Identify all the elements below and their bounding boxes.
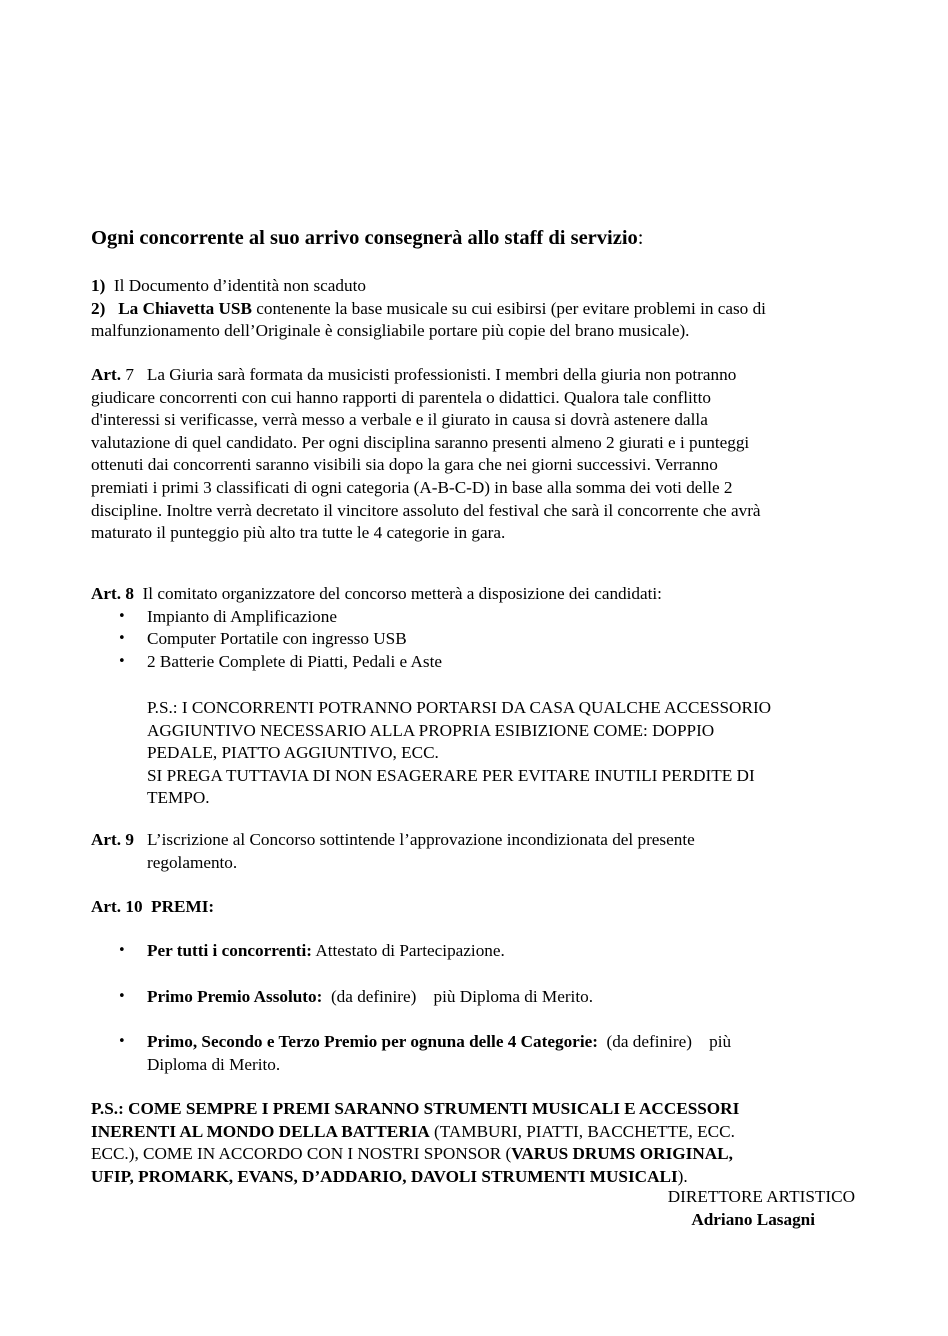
signature-role: DIRETTORE ARTISTICO [667, 1187, 855, 1206]
art7-line-4: valutazione di quel candidato. Per ogni disciplina saranno presenti almeno 2 giurati e i punteggi [91, 432, 750, 452]
art7-number: 7 [125, 365, 134, 384]
art7-line-2: giudicare concorrenti con cui hanno rapporti di parentela o didattici. Qualora tale conflitto [91, 387, 711, 407]
article-8 [91, 583, 871, 673]
art9-line-1: L’iscrizione al Concorso sottintende l’approvazione incondizionata del presente [147, 830, 695, 849]
equipment-item: • 2 Batterie Complete di Piatti, Pedali e Aste [91, 651, 871, 674]
item-1-number: 1) [91, 276, 106, 295]
final-ps-line-2-bold: INERENTI AL MONDO DELLA BATTERIA [91, 1121, 430, 1141]
art8-ps-line: SI PREGA TUTTAVIA DI NON ESAGERARE PER EVITARE INUTILI PERDITE DI [147, 765, 755, 785]
art7-line-6: premiati i primi 3 classificati di ogni categoria (A-B-C-D) in base alla somma dei voti delle 2 [91, 477, 733, 497]
prize-item-3 [91, 1031, 871, 1076]
heading-text: Ogni concorrente al suo arrivo consegnerà allo staff di servizio [91, 227, 638, 249]
signature-name: Adriano Lasagni [691, 1210, 815, 1229]
article-9 [91, 829, 927, 874]
delivery-list [91, 275, 871, 343]
prize-2-text: (da definire) più Diploma di Merito. [330, 987, 593, 1006]
prize-1-label: Per tutti i concorrenti: [147, 941, 312, 960]
art9-label: Art. 9 [91, 830, 134, 849]
prize-1-text: Attestato di Partecipazione. [315, 941, 505, 960]
final-ps [91, 1098, 871, 1188]
art8-ps-line: P.S.: I CONCORRENTI POTRANNO PORTARSI DA CASA QUALCHE ACCESSORIO [147, 698, 772, 717]
item-2-line-1: contenente la base musicale su cui esibirsi (per evitare problemi in caso di [256, 298, 766, 318]
item-1 [91, 275, 871, 298]
article-7 [91, 364, 871, 545]
prize-3-text: (da definire) più [606, 1032, 732, 1051]
art8-intro [91, 583, 871, 606]
art7-line-8: maturato il punteggio più alto tra tutte le 4 categorie in gara. [91, 523, 506, 543]
art10-title: PREMI: [151, 897, 215, 916]
art8-ps-note [91, 697, 927, 810]
equipment-list [91, 606, 871, 674]
section-heading [91, 225, 871, 251]
art7-line-3: d'interessi si verificasse, verrà messo a verbale e il giurato in causa si dovrà astenere dalla [91, 410, 708, 430]
heading-colon: : [637, 227, 644, 249]
prize-2-label: Primo Premio Assoluto: [147, 987, 323, 1006]
art8-ps-line: TEMPO. [147, 788, 210, 808]
final-ps-line-4-text: ). [677, 1166, 688, 1186]
art7-line-5: ottenuti dai concorrenti saranno visibili sia dopo la gara che nei giorni successivi. Verranno [91, 455, 718, 475]
final-ps-line-2-text: (TAMBURI, PIATTI, BACCHETTE, ECC. [434, 1121, 735, 1141]
item-2-bold: La Chiavetta USB [118, 298, 252, 318]
art7-line-1 [91, 364, 871, 387]
final-ps-line-3-text: ECC.), COME IN ACCORDO CON I NOSTRI SPONSOR ( [91, 1144, 512, 1164]
art10-label: Art. 10 [91, 897, 143, 916]
art8-ps-line: PEDALE, PIATTO AGGIUNTIVO, ECC. [147, 743, 439, 763]
final-ps-line-3-bold: VARUS DRUMS ORIGINAL, [511, 1144, 733, 1164]
equipment-item: • Computer Portatile con ingresso USB [91, 628, 871, 651]
art7-text: La Giuria sarà formata da musicisti professionisti. I membri della giuria non potranno [146, 365, 737, 384]
prize-item-1 [91, 940, 871, 963]
art8-intro-text: Il comitato organizzatore del concorso metterà a disposizione dei candidati: [142, 584, 662, 603]
item-1-text: Il Documento d’identità non scaduto [113, 276, 366, 295]
item-2-number: 2) [91, 298, 106, 318]
art8-label: Art. 8 [91, 584, 134, 603]
art8-ps-line: AGGIUNTIVO NECESSARIO ALLA PROPRIA ESIBIZIONE COME: DOPPIO [147, 720, 715, 740]
art7-label: Art. [91, 365, 122, 384]
prize-3-text-2: Diploma di Merito. [147, 1054, 281, 1074]
prize-item-2 [91, 986, 871, 1009]
art9-line-2: regolamento. [147, 852, 238, 872]
final-ps-sponsors: UFIP, PROMARK, EVANS, D’ADDARIO, DAVOLI STRUMENTI MUSICALI [91, 1166, 678, 1186]
equipment-item: • Impianto di Amplificazione [91, 606, 871, 629]
prize-3-label: Primo, Secondo e Terzo Premio per ognuna delle 4 Categorie: [147, 1032, 598, 1051]
item-2 [91, 298, 871, 321]
item-2-line-2: malfunzionamento dell’Originale è consigliabile portare più copie del brano musicale). [91, 321, 690, 341]
art7-line-7: discipline. Inoltre verrà decretato il vincitore assoluto del festival che sarà il concorrente che avrà [91, 500, 761, 520]
article-10-heading [91, 896, 871, 919]
final-ps-line-1: P.S.: COME SEMPRE I PREMI SARANNO STRUMENTI MUSICALI E ACCESSORI [91, 1099, 740, 1118]
